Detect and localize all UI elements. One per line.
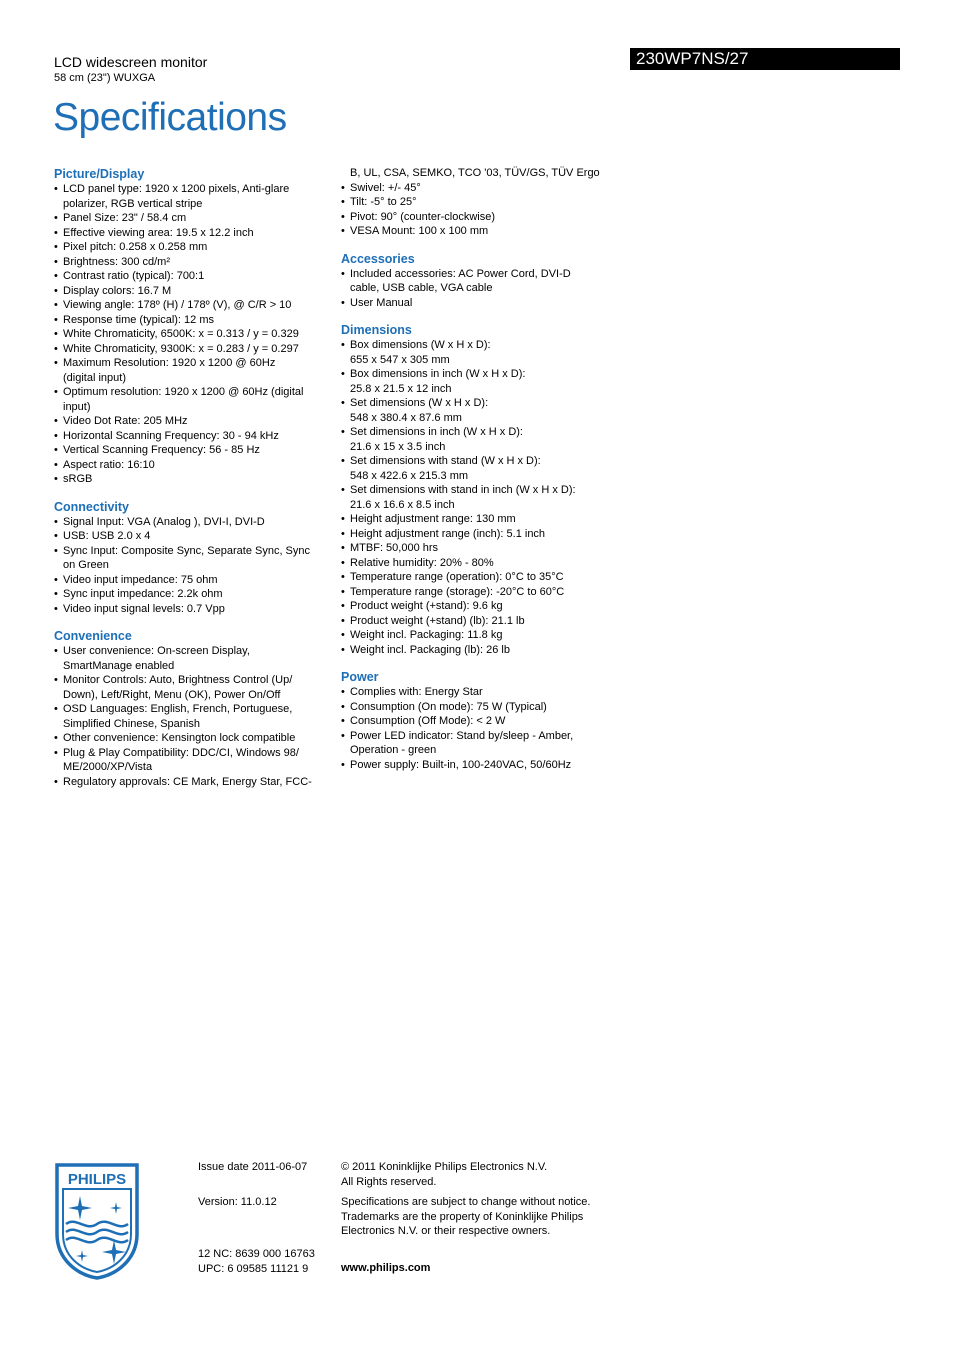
spec-item-continuation: (digital input) xyxy=(63,371,126,384)
section-title: Accessories xyxy=(341,251,415,266)
spec-item-continuation: Operation - green xyxy=(350,744,437,756)
spec-item: • Box dimensions in inch (W x H x D): xyxy=(341,367,611,382)
nc-code: 12 NC: 8639 000 16763 xyxy=(198,1248,315,1260)
spec-item-continuation: 548 x 380.4 x 87.6 mm xyxy=(350,411,462,424)
specs-right-column xyxy=(341,166,611,772)
spec-item: • Box dimensions (W x H x D): xyxy=(341,338,611,353)
spec-item: • Pivot: 90° (counter-clockwise) xyxy=(341,210,611,225)
copyright-line: © 2011 Koninklijke Philips Electronics N.V. xyxy=(341,1161,548,1173)
spec-item: • Weight incl. Packaging: 11.8 kg xyxy=(341,628,611,643)
section-title: Connectivity xyxy=(54,499,130,514)
spec-item: • White Chromaticity, 6500K: x = 0.313 / y = 0.329 xyxy=(54,327,334,342)
spec-item: • Sync Input: Composite Sync, Separate Sync, Sync xyxy=(54,544,334,559)
spec-item: • Height adjustment range (inch): 5.1 inch xyxy=(341,527,611,542)
spec-item-continuation: input) xyxy=(63,400,91,413)
copyright xyxy=(341,1160,547,1189)
spec-item: • Monitor Controls: Auto, Brightness Control (Up/ xyxy=(54,673,334,688)
spec-item-continuation: 21.6 x 15 x 3.5 inch xyxy=(350,440,446,453)
section-title: Power xyxy=(341,670,379,684)
spec-list xyxy=(54,515,334,617)
spec-item: • Video input signal levels: 0.7 Vpp xyxy=(54,602,334,617)
spec-item: • White Chromaticity, 9300K: x = 0.283 / y = 0.297 xyxy=(54,342,334,357)
product-codes xyxy=(198,1247,315,1276)
spec-item: • Aspect ratio: 16:10 xyxy=(54,458,334,473)
spec-item: • Video Dot Rate: 205 MHz xyxy=(54,414,334,429)
spec-item: • Height adjustment range: 130 mm xyxy=(341,512,611,527)
spec-item-continuation: B, UL, CSA, SEMKO, TCO '03, TÜV/GS, TÜV Ergo xyxy=(350,167,600,179)
spec-item: • Swivel: +/- 45° xyxy=(341,181,611,196)
notice-line: Specifications are subject to change without notice. xyxy=(341,1196,591,1208)
spec-item: • Display colors: 16.7 M xyxy=(54,284,334,299)
spec-item: • Maximum Resolution: 1920 x 1200 @ 60Hz xyxy=(54,356,334,371)
section-title: Dimensions xyxy=(341,323,412,337)
issue-date: Issue date 2011-06-07 xyxy=(198,1161,308,1173)
spec-item: • Consumption (On mode): 75 W (Typical) xyxy=(341,700,611,715)
spec-list xyxy=(341,685,611,772)
spec-item: • Sync input impedance: 2.2k ohm xyxy=(54,587,334,602)
spec-item: • Panel Size: 23" / 58.4 cm xyxy=(54,211,334,226)
logo-wordmark: PHILIPS xyxy=(67,1171,127,1188)
spec-item: • LCD panel type: 1920 x 1200 pixels, Anti-glare xyxy=(54,182,334,197)
spec-item: • Contrast ratio (typical): 700:1 xyxy=(54,269,334,284)
version: Version: 11.0.12 xyxy=(198,1196,277,1208)
spec-item: • USB: USB 2.0 x 4 xyxy=(54,529,334,544)
spec-list xyxy=(54,182,334,487)
spec-item: • sRGB xyxy=(54,472,334,487)
spec-item: • Temperature range (operation): 0°C to 35°C xyxy=(341,570,611,585)
spec-item: • User Manual xyxy=(341,296,611,311)
spec-item: • VESA Mount: 100 x 100 mm xyxy=(341,224,611,239)
spec-item-continuation: cable, USB cable, VGA cable xyxy=(350,282,493,294)
spec-item-continuation: SmartManage enabled xyxy=(63,659,175,672)
spec-item: • Included accessories: AC Power Cord, DVI-D xyxy=(341,267,611,282)
specs-left-column xyxy=(54,166,334,789)
spec-item-continuation: ME/2000/XP/Vista xyxy=(63,761,153,773)
spec-item: • Response time (typical): 12 ms xyxy=(54,313,334,328)
spec-item: • Signal Input: VGA (Analog ), DVI-I, DVI-D xyxy=(54,515,334,530)
spec-item: • Regulatory approvals: CE Mark, Energy Star, FCC- xyxy=(54,775,334,790)
spec-item: • Other convenience: Kensington lock compatible xyxy=(54,731,334,746)
spec-item: • Optimum resolution: 1920 x 1200 @ 60Hz (digital xyxy=(54,385,334,400)
spec-item-continuation: 21.6 x 16.6 x 8.5 inch xyxy=(350,498,455,511)
spec-item: • Power supply: Built-in, 100-240VAC, 50/60Hz xyxy=(341,758,611,773)
spec-item: • Temperature range (storage): -20°C to 60°C xyxy=(341,585,611,600)
website-link[interactable]: www.philips.com xyxy=(341,1262,431,1274)
upc-code: UPC: 6 09585 11121 9 xyxy=(198,1262,309,1275)
spec-item: • Plug & Play Compatibility: DDC/CI, Windows 98/ xyxy=(54,746,334,761)
spec-item: • Vertical Scanning Frequency: 56 - 85 Hz xyxy=(54,443,334,458)
spec-item: • Consumption (Off Mode): < 2 W xyxy=(341,714,611,729)
spec-item: • Weight incl. Packaging (lb): 26 lb xyxy=(341,643,611,658)
spec-item: • Video input impedance: 75 ohm xyxy=(54,573,334,588)
notice-line: Trademarks are the property of Koninklijke Philips xyxy=(341,1210,584,1223)
spec-list xyxy=(341,267,611,311)
spec-item: • Brightness: 300 cd/m² xyxy=(54,255,334,270)
legal-notice xyxy=(341,1195,601,1239)
spec-item: • Pixel pitch: 0.258 x 0.258 mm xyxy=(54,240,334,255)
model-number-bar: 230WP7NS/27 xyxy=(630,48,900,70)
spec-item: • Set dimensions in inch (W x H x D): xyxy=(341,425,611,440)
section-title: Convenience xyxy=(54,629,132,643)
spec-item: • Relative humidity: 20% - 80% xyxy=(341,556,611,571)
spec-item: • Set dimensions with stand (W x H x D): xyxy=(341,454,611,469)
spec-item: • Power LED indicator: Stand by/sleep - Amber, xyxy=(341,729,611,744)
spec-item: • Complies with: Energy Star xyxy=(341,685,611,700)
spec-item: • Product weight (+stand): 9.6 kg xyxy=(341,599,611,614)
spec-item: • Set dimensions with stand in inch (W x H x D): xyxy=(341,483,611,498)
rights-line: All Rights reserved. xyxy=(341,1175,437,1188)
spec-item-continuation: 655 x 547 x 305 mm xyxy=(350,353,450,366)
spec-item-continuation: 548 x 422.6 x 215.3 mm xyxy=(350,469,469,482)
spec-item: • Tilt: -5° to 25° xyxy=(341,195,611,210)
product-subtitle: 58 cm (23") WUXGA xyxy=(54,72,156,84)
product-type: LCD widescreen monitor xyxy=(54,54,208,70)
section-title: Picture/Display xyxy=(54,167,145,181)
spec-item: • Product weight (+stand) (lb): 21.1 lb xyxy=(341,614,611,629)
spec-item: • Viewing angle: 178º (H) / 178º (V), @ C/R > 10 xyxy=(54,298,334,313)
product-header xyxy=(54,54,207,85)
spec-item: • Effective viewing area: 19.5 x 12.2 inch xyxy=(54,226,334,241)
spec-list xyxy=(54,644,334,789)
spec-item-continuation: Simplified Chinese, Spanish xyxy=(63,717,200,730)
spec-item-continuation: Down), Left/Right, Menu (OK), Power On/Off xyxy=(63,688,281,701)
spec-item-continuation: polarizer, RGB vertical stripe xyxy=(63,197,203,210)
spec-item: • Horizontal Scanning Frequency: 30 - 94 kHz xyxy=(54,429,334,444)
page-title: Specifications xyxy=(53,96,287,139)
notice-line: Electronics N.V. or their respective owners. xyxy=(341,1225,551,1237)
spec-list xyxy=(341,338,611,657)
philips-shield-logo xyxy=(54,1162,140,1280)
spec-item-continuation: on Green xyxy=(63,559,109,571)
spec-item-continuation: 25.8 x 21.5 x 12 inch xyxy=(350,382,452,395)
continued-spec-list xyxy=(341,166,611,239)
spec-item: • Set dimensions (W x H x D): xyxy=(341,396,611,411)
spec-item: • OSD Languages: English, French, Portuguese, xyxy=(54,702,334,717)
spec-item: • MTBF: 50,000 hrs xyxy=(341,541,611,556)
spec-item: • User convenience: On-screen Display, xyxy=(54,644,334,659)
